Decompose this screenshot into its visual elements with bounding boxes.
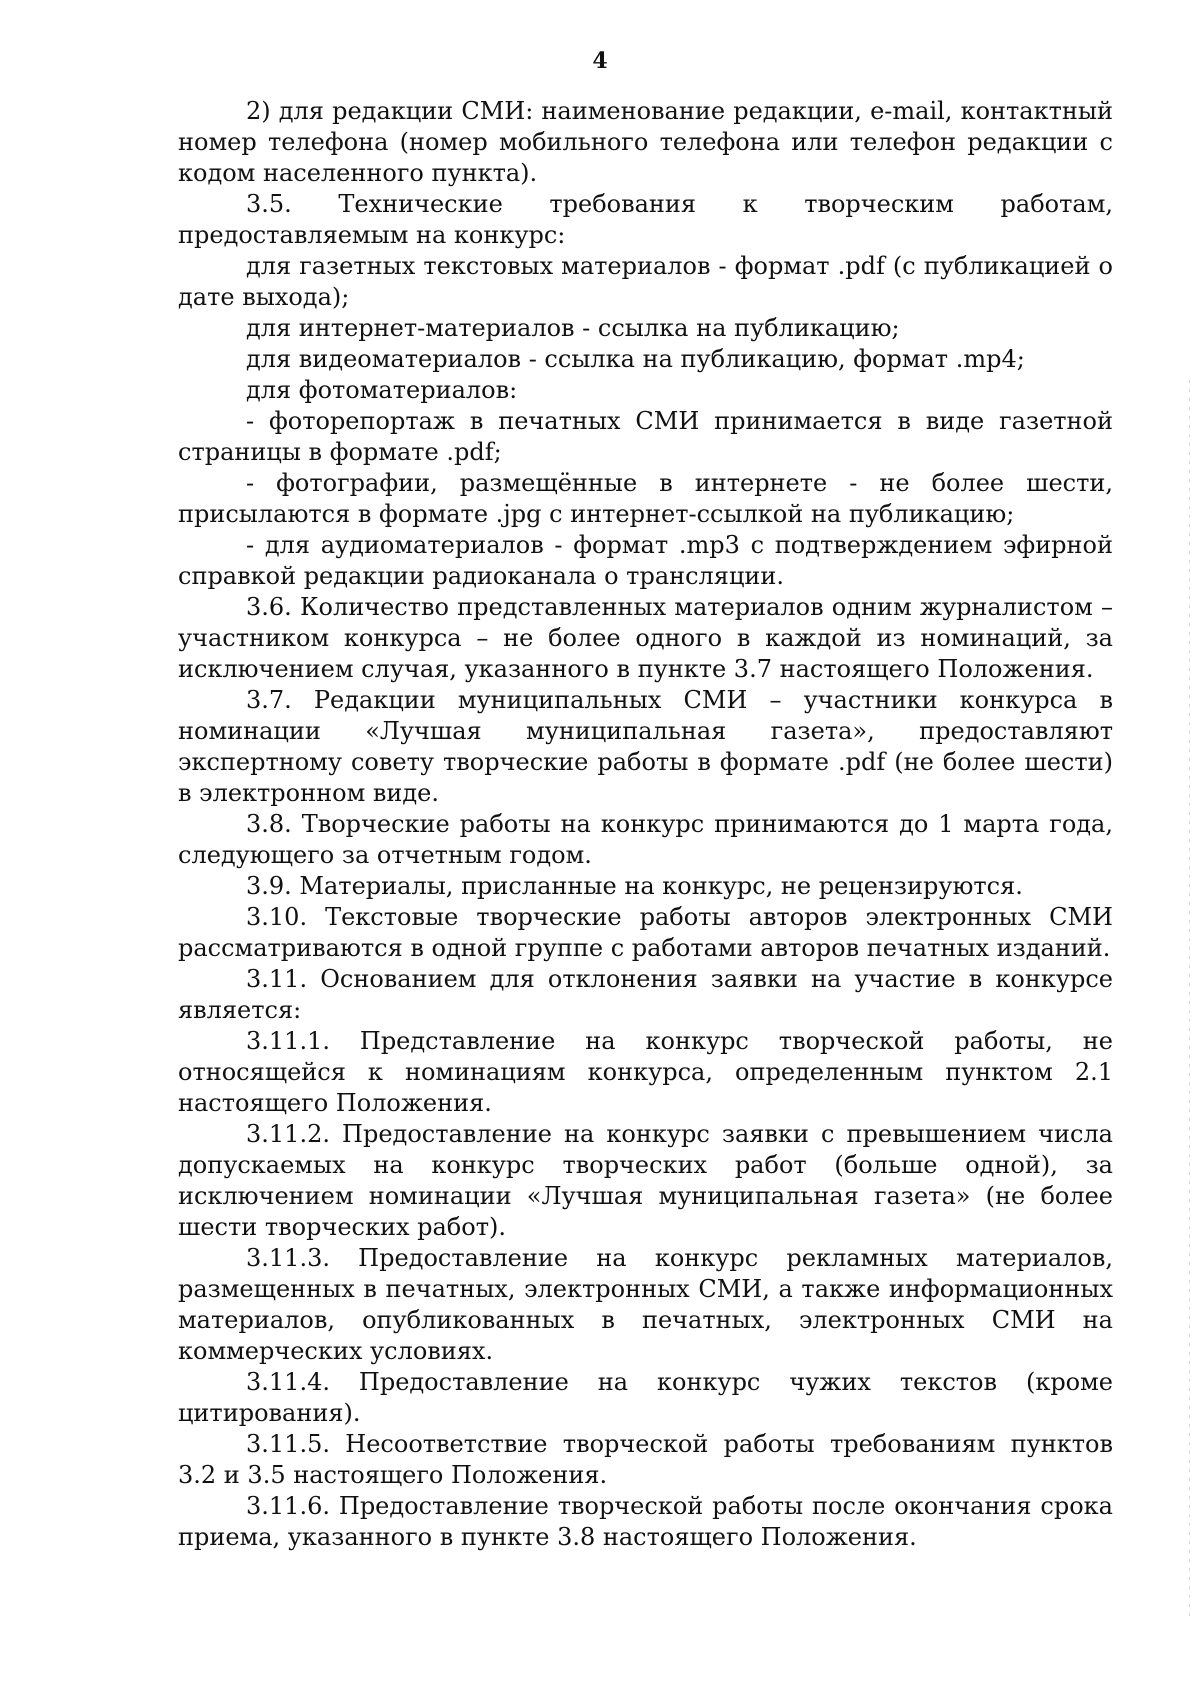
paragraph-3-11: 3.11. Основанием для отклонения заявки на участие в конкурсе является: [178, 965, 1113, 1024]
paragraph-audio-format: - для аудиоматериалов - формат .mp3 с подтверждением эфирной справкой редакции радиоканала о трансляции. [178, 531, 1113, 590]
document-body [178, 96, 1113, 1553]
paragraph-3-11-4: 3.11.4. Предоставление на конкурс чужих текстов (кроме цитирования). [178, 1368, 1113, 1427]
paragraph-3-5: 3.5. Технические требования к творческим работам, предоставляемым на конкурс: [178, 190, 1113, 249]
paragraph-3-8: 3.8. Творческие работы на конкурс принимаются до 1 марта года, следующего за отчетным годом. [178, 810, 1113, 869]
paragraph-3-11-1: 3.11.1. Представление на конкурс творческой работы, не относящейся к номинациям конкурса, определенным пунктом 2.1 настоящего Положения. [178, 1027, 1113, 1117]
paragraph-3-11-3: 3.11.3. Предоставление на конкурс рекламных материалов, размещенных в печатных, электронных СМИ, а также информационных материалов, опубликованных в печатных, электронных СМИ на коммерческих условиях. [178, 1244, 1113, 1365]
paragraph-photo-online: - фотографии, размещённые в интернете - не более шести, присылаются в формате .jpg с интернет-ссылкой на публикацию; [178, 469, 1113, 528]
paragraph-3-6: 3.6. Количество представленных материалов одним журналистом – участником конкурса – не более одного в каждой из номинаций, за исключением случая, указанного в пункте 3.7 настоящего Положения. [178, 593, 1113, 683]
paragraph-3-11-6: 3.11.6. Предоставление творческой работы после окончания срока приема, указанного в пункте 3.8 настоящего Положения. [178, 1492, 1113, 1551]
paragraph-newspaper-format: для газетных текстовых материалов - формат .pdf (с публикацией о дате выхода); [178, 252, 1113, 311]
paragraph-3-11-2: 3.11.2. Предоставление на конкурс заявки с превышением числа допускаемых на конкурс творческих работ (больше одной), за исключением номинации «Лучшая муниципальная газета» (не более шести творческих работ). [178, 1120, 1113, 1241]
scan-edge-artifact [1189, 380, 1190, 1620]
paragraph-photo-heading: для фотоматериалов: [246, 376, 518, 404]
paragraph-3-10: 3.10. Текстовые творческие работы авторов электронных СМИ рассматриваются в одной группе с работами авторов печатных изданий. [178, 903, 1113, 962]
paragraph-3-9: 3.9. Материалы, присланные на конкурс, не рецензируются. [246, 872, 1023, 900]
paragraph-photo-report: - фоторепортаж в печатных СМИ принимается в виде газетной страницы в формате .pdf; [178, 407, 1113, 466]
paragraph-editorial-contacts: 2) для редакции СМИ: наименование редакции, e-mail, контактный номер телефона (номер мобильного телефона или телефон редакции с кодом населенного пункта). [178, 97, 1113, 187]
paragraph-3-7: 3.7. Редакции муниципальных СМИ – участники конкурса в номинации «Лучшая муниципальная газета», предоставляют экспертному совету творческие работы в формате .pdf (не более шести) в электронном виде. [178, 686, 1113, 807]
paragraph-3-11-5: 3.11.5. Несоответствие творческой работы требованиям пунктов 3.2 и 3.5 настоящего Положения. [178, 1430, 1113, 1489]
paragraph-video-format: для видеоматериалов - ссылка на публикацию, формат .mp4; [246, 345, 1025, 373]
paragraph-internet-format: для интернет-материалов - ссылка на публикацию; [246, 314, 900, 342]
page-number: 4 [592, 48, 608, 74]
